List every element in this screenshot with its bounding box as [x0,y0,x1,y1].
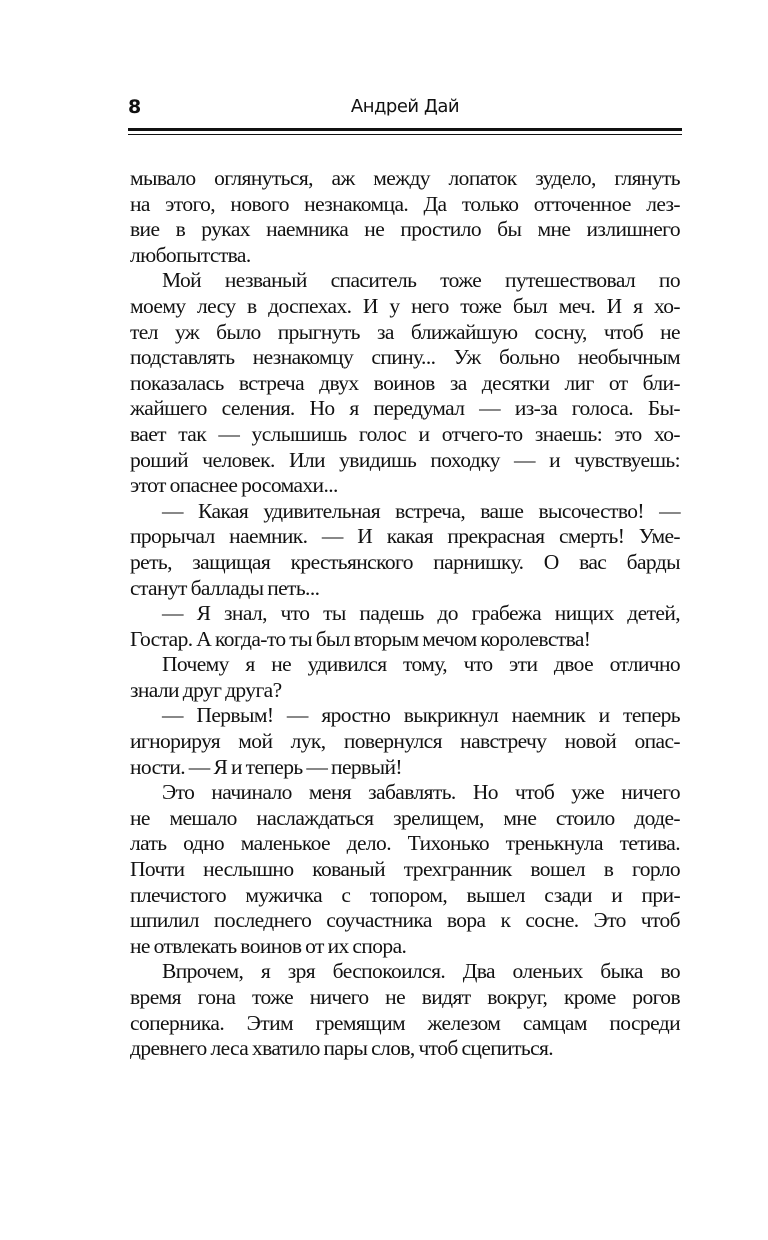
text-line: вает так — услышишь голос и отчего-то знаешь: это хо- [130,421,680,446]
text-line: этот опаснее росомахи... [130,473,338,498]
text-line: Это начинало меня забавлять. Но чтоб уже ничего [162,780,680,805]
text-line: — Первым! — яростно выкрикнул наемник и теперь [162,703,680,728]
paragraph [130,959,680,1061]
header-rule-thick [128,128,682,131]
text-line: моему лесу в доспехах. И у него тоже был меч. И я хо- [130,293,680,318]
text-line: любопытства. [130,242,251,267]
text-line: Впрочем, я зря беспокоился. Два оленьих быка во [162,959,680,984]
text-line: древнего леса хватило пары слов, чтоб сцепиться. [130,1036,554,1061]
text-line: прорычал наемник. — И какая прекрасная смерть! Уме- [130,524,680,549]
running-header [128,96,682,126]
author-name: Андрей Дай [350,96,460,117]
text-line: Мой незваный спаситель тоже путешествовал по [162,268,680,293]
text-line: реть, защищая крестьянского парнишку. О вас барды [130,549,680,574]
paragraph [130,652,680,703]
text-line: мывало оглянуться, аж между лопаток зудело, глянуть [130,166,680,190]
paragraph [130,268,680,498]
header-rule-thin [128,134,682,135]
paragraph [130,703,680,780]
text-line: вие в руках наемника не простило бы мне излишнего [130,217,680,242]
text-line: плечистого мужичка с топором, вышел сзади и при- [130,882,680,907]
text-line: время гона тоже ничего не видят вокруг, кроме рогов [130,985,680,1009]
text-line: жайшего селения. Но я передумал — из-за голоса. Бы- [130,396,680,421]
paragraph [130,780,680,959]
text-line: игнорируя мой лук, повернулся навстречу новой опас- [130,729,680,754]
text-line: шпилил последнего соучастника вора к сосне. Это чтоб [130,908,680,933]
body-text [130,166,680,1062]
text-line: — Я знал, что ты падешь до грабежа нищих детей, [162,601,680,626]
text-line: роший человек. Или увидишь походку — и чувствуешь: [130,447,680,472]
paragraph [130,499,680,601]
text-line: подставлять незнакомцу спину... Уж больно необычным [130,345,680,370]
text-line: лать одно маленькое дело. Тихонько тренькнула тетива. [130,831,680,856]
text-line: тел уж было прыгнуть за ближайшую сосну, чтоб не [130,319,680,344]
text-line: Гостар. А когда-то ты был вторым мечом королевства! [130,626,591,651]
paragraph [130,166,680,268]
text-line: ности. — Я и теперь — первый! [130,754,402,779]
text-line: не отвлекать воинов от их спора. [130,933,407,958]
text-line: показалась встреча двух воинов за десятки лиг от бли- [130,370,680,395]
text-line: станут баллады петь... [130,575,320,600]
text-line: Почему я не удивился тому, что эти двое отлично [162,652,680,677]
paragraph [130,601,680,652]
text-line: Почти неслышно кованый трехгранник вошел в горло [130,857,680,882]
text-line: — Какая удивительная встреча, ваше высочество! — [162,498,680,523]
text-line: на этого, нового незнакомца. Да только отточенное лез- [130,191,680,216]
text-line: не мешало наслаждаться зрелищем, мне стоило доде- [130,805,680,830]
text-line: соперника. Этим гремящим железом самцам посреди [130,1010,680,1035]
text-line: знали друг друга? [130,677,282,702]
page-number: 8 [128,96,142,118]
